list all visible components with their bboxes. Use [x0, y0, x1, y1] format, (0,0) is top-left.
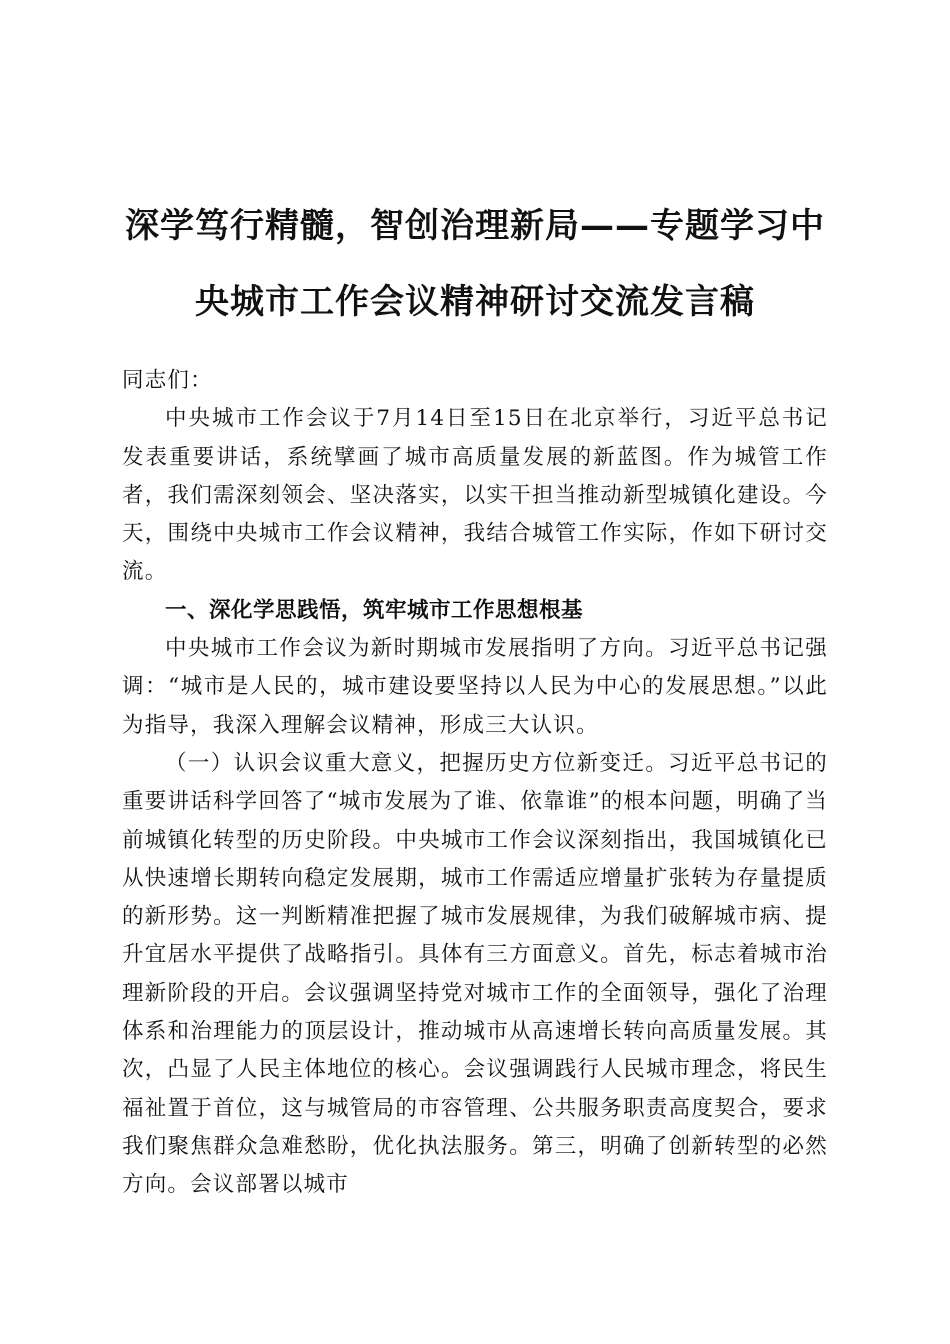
section-1-paragraph: 中央城市工作会议为新时期城市发展指明了方向。习近平总书记强调：“城市是人民的，城市建设要坚持以人民为中心的发展思想。”以此为指导，我深入理解会议精神，形成三大认识。: [122, 636, 828, 738]
section-heading-1: 一、深化学思践悟，筑牢城市工作思想根基: [165, 597, 584, 623]
document-body: [122, 362, 828, 1205]
title-line-2: 央城市工作会议精神研讨交流发言稿: [195, 282, 755, 322]
subsection-1-paragraph: （一）认识会议重大意义，把握历史方位新变迁。习近平总书记的重要讲话科学回答了“城市发展为了谁、依靠谁”的根本问题，明确了当前城镇化转型的历史阶段。中央城市工作会议深刻指出，我国城镇化已从快速增长期转向稳定发展期，城市工作需适应增量扩张转为存量提质的新形势。这一判断精准把握了城市发展规律，为我们破解城市病、提升宜居水平提供了战略指引。具体有三方面意义。首先，标志着城市治理新阶段的开启。会议强调坚持党对城市工作的全面领导，强化了治理体系和治理能力的顶层设计，推动城市从高速增长转向高质量发展。其次，凸显了人民主体地位的核心。会议强调践行人民城市理念，将民生福祉置于首位，这与城管局的市容管理、公共服务职责高度契合，要求我们聚焦群众急难愁盼，优化执法服务。第三，明确了创新转型的必然方向。会议部署以城市: [122, 750, 828, 1198]
salutation: 同志们：: [122, 368, 213, 393]
document-title: [100, 188, 850, 340]
title-line-1: 深学笃行精髓，智创治理新局——专题学习中: [125, 206, 825, 246]
intro-paragraph: 中央城市工作会议于7月14日至15日在北京举行，习近平总书记发表重要讲话，系统擘画了城市高质量发展的新蓝图。作为城管工作者，我们需深刻领会、坚决落实，以实干担当推动新型城镇化建设。今天，围绕中央城市工作会议精神，我结合城管工作实际，作如下研讨交流。: [122, 406, 828, 585]
